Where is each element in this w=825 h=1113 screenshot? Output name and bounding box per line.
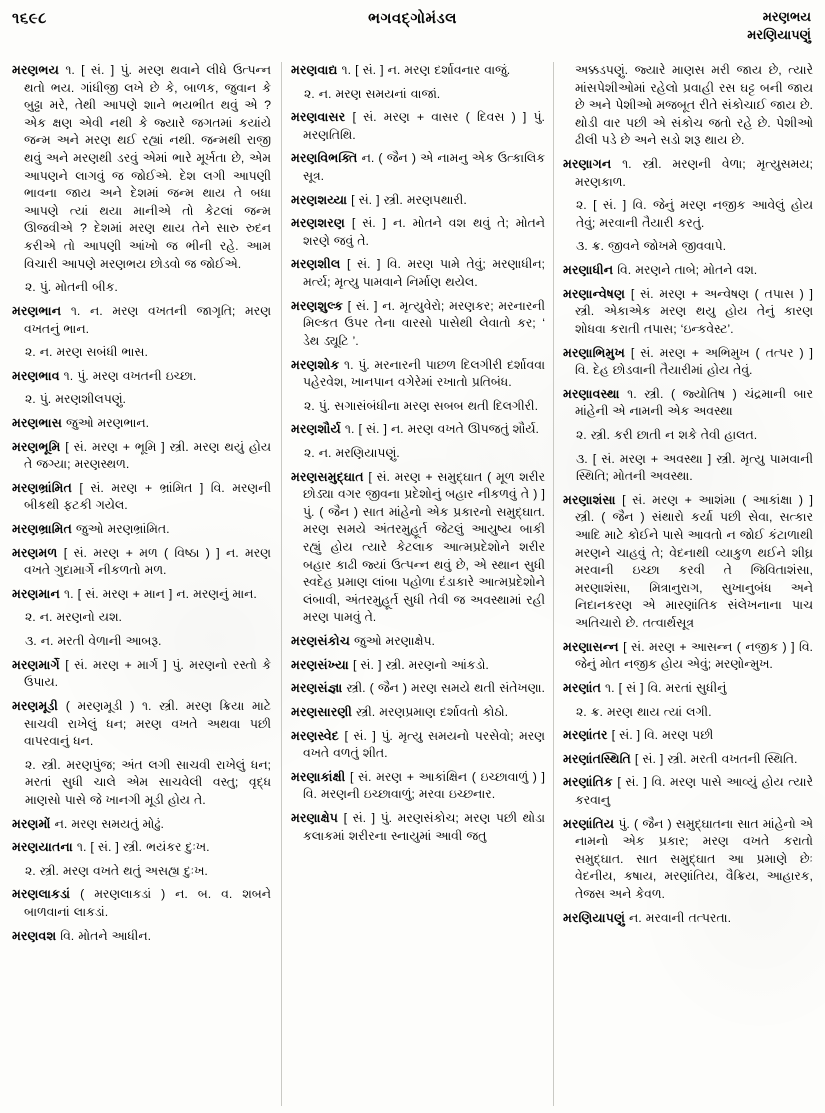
dictionary-entry: [12, 368, 271, 386]
dictionary-entry: [291, 421, 545, 439]
continuation-paragraph: અક્કડપણું. જ્યારે માણસ મરી જાય છે, ત્યારે માંસપેશીઓમાં રહેલો પ્રવાહી રસ ઘટ્ટ બની જાય છે અને પેશીઓ મજબૂત રીતે સંકોચાઈ જાય છે. થોડી વાર પછી એ સંકોચ જતો રહે છે. પેશીઓ ઢીલી પડે છે અને સડો શરૂ થાય છે.: [575, 63, 813, 148]
entry-definition: ૧. [ સં. ] પું. મરણ થવાને લીધે ઉત્પન્ન થતો ભય. ગાંધીજી લખે છે કે, બાળક, જુવાન કે બુઢ્ઢા મરે, તેથી આપણે શાને ભયભીત થવું એ ? એક ક્ષણ એવી નથી કે જ્યારે જગતમાં કયાંયે જન્મ અને મરણ થઈ રહ્યાં નથી. જન્મથી રાજી થવું અને મરણથી ડરવું એમાં ભારે મૂર્ખતા છે, એમ આપણને લાગવું જ જોઈએ. દેશ લગી આપણી ભાવના જાય અને દેશમાં જન્મ થાય તે બધા આપણે ત્યાં થયા માનીએ તો કેટલાં જન્મ ઊજવીએ ? દેશમાં મરણ થાય તેને સારુ રુદન કરીએ તો આપણી આંખો જ ભીની રહે. આમ વિચારી આપણે મરણભય છોડવો જ જોઈએ.: [24, 63, 271, 271]
entry-sense: ૨. ન. મરણિયાપણું.: [304, 445, 400, 460]
entry-sense: ૩. ન. મરતી વેળાની આબરૂ.: [25, 634, 162, 649]
page-header: [0, 0, 825, 58]
dictionary-entry: [291, 150, 545, 185]
page-number: ૧૬૯૮: [12, 10, 47, 27]
dictionary-entry: [563, 262, 813, 280]
entry-definition: [ સં. ] ન. મોતને વશ થવું તે; મોતને શરણે જવું તે.: [303, 216, 545, 248]
dictionary-entry: [563, 286, 813, 339]
entry-definition: ૧. [ સં. મરણ + માન ] ન. મરણનું માન.: [59, 586, 257, 601]
entry-definition: [ સં. મરણ + મળ ( વિષ્ઠા ) ] ન. મરણ વખતે ગુદામાર્ગે નીકળતો મળ.: [24, 545, 271, 578]
entry-headword: મરણમાર્ગે: [12, 657, 60, 672]
entry-definition: [ સં. મરણ + વાસર ( દિવસ ) ] પું. મરણતિથિ.: [303, 110, 545, 142]
dictionary-entry: [12, 415, 271, 433]
entry-headword: મરણસંકોચ: [291, 634, 350, 649]
dictionary-entry: [12, 816, 271, 834]
dictionary-entry: [291, 109, 545, 144]
dictionary-entry: [12, 439, 271, 474]
entry-definition: ૧. [ સં ] વિ. મરતાં સુધીનું: [601, 680, 727, 695]
running-head-first-entry: મરણભય: [762, 9, 811, 24]
entry-definition: [ સં. મરણ + આકાંક્ષિન ( ઇચ્છાવાળું ) ] વિ. મરણની ઇચ્છાવાળું; મરવા ઇચ્છનાર.: [303, 769, 545, 802]
dictionary-entry: [563, 680, 813, 698]
dictionary-entry: [291, 215, 545, 250]
column-middle: [281, 62, 553, 1110]
entry-headword: મરણાભિમુખ: [563, 345, 625, 360]
entry-definition: જુઓ મરણભ્રાંમિત.: [71, 522, 170, 537]
entry-headword: મરણવિભક્તિ: [291, 151, 358, 166]
entry-headword: મરણાંતસ્થિતિ: [563, 751, 631, 766]
entry-definition: ૧. સ્ત્રી. મરણની વેળા; મૃત્યુસમય; મરણકાળ.: [575, 157, 813, 189]
entry-headword: મરણવશ: [12, 928, 57, 943]
entry-headword: મરણમાન: [12, 586, 60, 601]
dictionary-entry: [12, 886, 271, 921]
entry-headword: મરણસંખ્યા: [291, 657, 349, 672]
entry-headword: મરણશુલ્ક: [291, 298, 343, 313]
entry-definition: સ્ત્રી. ( જૈન ) મરણ સમયે થતી સંતેખણા.: [342, 681, 545, 696]
entry-headword: મરણશરણ: [291, 216, 345, 231]
dictionary-entry: [563, 751, 813, 769]
entry-sense: ૨. પું. સગાસંબંધીના મરણ સબબ થતી દિલગીરી.: [304, 398, 539, 413]
dictionary-entry: [12, 303, 271, 338]
entry-headword: મરણિયાપણું: [563, 910, 625, 925]
entry-headword: મરણસારણી: [291, 704, 352, 719]
entry-definition: ન. મરણ સમયતું મોઢું.: [50, 816, 165, 831]
entry-definition: [ સં. ] પું. મૃત્યુ સમયનો પરસેવો; મરણ વખતે વળતું શીત.: [303, 728, 545, 761]
dictionary-entry: [291, 704, 545, 722]
entry-definition: [ સં. ] સ્ત્રી. મરણપથારી.: [347, 192, 467, 207]
entry-headword: મરણાશંસા: [563, 492, 616, 507]
entry-definition: [ સં. મરણ + ભ્રાંમિત ] વિ. મરણની બીકથી ફટકી ગયેલ.: [24, 480, 271, 513]
entry-sense: ૩. [ સં. મરણ + અવસ્થા ] સ્ત્રી. મૃત્યુ પામવાની સ્થિતિ; મોતની અવસ્થા.: [576, 451, 813, 484]
dictionary-entry: [563, 345, 813, 380]
entry-definition: ન. ( જૈન ) એ નામનુ એક ઉત્કાલિક સૂત્ર.: [303, 151, 545, 184]
dictionary-entry: [291, 357, 545, 392]
dictionary-entry: [291, 769, 545, 804]
entry-headword: મરણસ્વેદ: [291, 728, 339, 743]
dictionary-entry: [12, 928, 271, 946]
book-title: ભગવદ્ગોમંડલ: [368, 10, 457, 27]
entry-headword: મરણશૌર્ય: [291, 422, 341, 437]
entry-headword: મરણભૂમિ: [12, 439, 61, 454]
dictionary-entry: [12, 521, 271, 539]
entry-definition: ૧. [ સં. ] ન. મરણ દર્શાવનાર વાજું.: [337, 63, 511, 77]
entry-headword: મરણશય્યા: [291, 192, 348, 207]
dictionary-entry: [563, 386, 813, 421]
entry-headword: મરણાંતિય: [563, 816, 615, 831]
entry-headword: મરણભાવ: [12, 368, 60, 383]
dictionary-entry: [291, 469, 545, 627]
entry-sense: ૨. ન. મરણ સબંધી ભાસ.: [25, 345, 148, 360]
entry-definition: [ સં. મરણ + અન્વેષણ ( તપાસ ) ] સ્ત્રી. એકાએક મરણ થયુ હોય તેનું કારણ શોધવા કરાતી તપાસ; ‘ઇન્કવેસ્ટ’.: [575, 286, 813, 336]
running-head-last-entry: મરણિયાપણું: [747, 26, 811, 42]
entry-definition: વિ. મોતને આધીન.: [56, 928, 152, 943]
entry-definition: [ સં. ] વિ. મરણ પામે તેવું; મરણાધીન; મર્ત્ય; મૃત્યુ પામવાને નિર્માણ થયેલ.: [303, 257, 545, 290]
entry-definition: વિ. મરણને તાબે; મોતને વશ.: [613, 263, 758, 278]
entry-definition: [ સં. ] પું. મરણસંકોચ; મરણ પછી થોડા કલાકમાં શરીરના સ્નાયુમાં આવી જતુ: [303, 810, 545, 843]
entry-headword: મરણયાતના: [12, 840, 73, 855]
entry-definition: ૧. [ સં. ] ન. મરણ વખતે ઊપજતું શૌર્ય.: [340, 422, 539, 437]
entry-headword: મરણવાસર: [291, 110, 346, 125]
dictionary-entry: [291, 298, 545, 351]
entry-sense: ૨. સ્ત્રી. મરણ વખતે થતું અસહ્ય દુઃખ.: [25, 863, 208, 878]
entry-sense: ૨. [ સં. ] વિ. જેનું મરણ નજીક આવેલું હોય તેવું; મરવાની તૈયારી કરતું.: [576, 198, 813, 230]
dictionary-entry: [563, 816, 813, 904]
dictionary-entry: [563, 639, 813, 674]
entry-sense: ૨. સ્ત્રી. મરણપુંજ; અંત લગી સાચવી રાખેલું ધન; મરતાં સુધી ચાલે એમ સાચવેલી વસ્તુ; વૃદ્ધ માણસો પાસે જે ખાનગી મૂડી હોય તે.: [25, 757, 271, 807]
entry-definition: [ સં. મરણ + આસન્ન ( નજીક ) ] વિ. જેનું મોત નજીક હોય એવું; મરણોન્મુખ.: [575, 639, 813, 672]
entry-definition: [ સં. ] ન. મૃત્યુવેરો; મરણકર; મરનારની મિલ્કત ઉપર તેના વારસો પાસેથી લેવાતો કર; ‘ ડેથ ડ્યૂટિ ’.: [303, 298, 545, 348]
dictionary-entry: [563, 727, 813, 745]
dictionary-entry: [291, 680, 545, 698]
entry-headword: મરણલાકડાં: [12, 887, 71, 902]
entry-definition: [ સં. ] વિ. મરણ પાસે આવ્યું હોય ત્યારે કરવાનુ: [575, 775, 813, 807]
entry-definition: ૧. ન. મરણ વખતની જાગૃતિ; મરણ વખતનું ભાન.: [24, 303, 271, 336]
dictionary-entry: [291, 657, 545, 675]
entry-definition: પું. ( જૈન ) સમુદ્ઘાતના સાત માંહેનો એ નામનો એક પ્રકાર; મરણ વખતે કરાતો સમુદ્ઘાત. સાત સમુદ્ઘાત આ પ્રમાણે છેઃ વેદનીય, કષાય, મરણાંતિય, વૈક્રિય, આહારક, તેજસ અને કેવળ.: [575, 816, 813, 901]
dictionary-entry: [563, 910, 813, 928]
dictionary-entry: [291, 256, 545, 291]
entry-headword: મરણભ્રામિત: [12, 522, 72, 537]
dictionary-entry: [563, 774, 813, 809]
entry-headword: મરણાંતર: [563, 728, 608, 743]
entry-definition: ૧. પું. મરનારની પાછળ દિલગીરી દર્શાવવા પહેરવેશ, ખાનપાન વગેરેમાં રખાતો પ્રતિબંધ.: [303, 357, 545, 390]
running-heads: [747, 8, 811, 43]
entry-headword: મરણમળ: [12, 545, 58, 560]
text-columns: [0, 62, 825, 1110]
entry-headword: મરણાગન: [563, 157, 612, 172]
entry-sense: ૨. ક્ર. મરણ થાય ત્યાં લગી.: [576, 704, 712, 719]
entry-sense: ૨. પું. મોતની બીક.: [25, 280, 118, 295]
dictionary-entry: [12, 545, 271, 580]
dictionary-entry: [12, 586, 271, 604]
dictionary-entry: [291, 810, 545, 845]
entry-definition: ૧. સ્ત્રી. ( જ્યોતિષ ) ચંદ્રમાની બાર માંહેની એ નામની એક અવસ્થા: [575, 386, 813, 419]
entry-definition: ( મરણમૂડી ) ૧. સ્ત્રી. મરણ ક્રિયા માટે સાચવી રાખેલું ધન; મરણ વખતે અથવા પછી વાપરવાનું ધન.: [24, 698, 271, 749]
entry-definition: ( મરણલાકડાં ) ન. બ. વ. શબને બાળવાનાં લાકડાં.: [24, 887, 271, 919]
entry-sense: ૨. પું. મરણશીલપણું.: [25, 392, 126, 407]
entry-headword: મરણાંત: [563, 680, 602, 695]
entry-headword: મરણાધીન: [563, 263, 614, 278]
entry-headword: મરણશીલ: [291, 257, 341, 272]
entry-definition: [ સં. મરણ + ભૂમિ ] સ્ત્રી. મરણ થયું હોય તે જગ્યા; મરણસ્થળ.: [24, 439, 271, 472]
entry-definition: [ સં. ] સ્ત્રી. મરતી વખતની સ્થિતિ.: [630, 751, 798, 766]
dictionary-entry: [291, 62, 545, 80]
dictionary-entry: [12, 698, 271, 751]
entry-definition: [ સં. મરણ + સમુદ્ઘાત ( મૂળ શરીર છોડ્યા વગર જીવના પ્રદેશોનું બહાર નીકળવું તે ) ] પું. ( જૈન ) સાત માંહેનો એક પ્રકારનો સમુદ્ઘાત. મરણ સમયે અંતરમુહૂર્ત જેટલું આયુષ્ય બાકી રહ્યું હોય ત્યારે કેટલાક આત્મપ્રદેશોને શરીર બહાર કાઢી જ્યાં ઉત્પન્ન થવું છે, એ સ્થાન સુધી સ્વદેહ પ્રમાણ લાંબા પહોળા દંડાકારે આત્મપ્રદેશોને લંબાવી, અંતરમુહૂર્ત સુધી તેવી જ અવસ્થામાં રહી મરણ પામવું તે.: [303, 469, 545, 625]
dictionary-entry: [291, 633, 545, 651]
entry-headword: મરણસંજ્ઞા: [291, 681, 343, 696]
dictionary-entry: [291, 728, 545, 763]
entry-headword: મરણાસન્ન: [563, 639, 619, 654]
entry-headword: મરણભ્રાંમિત: [12, 480, 72, 495]
entry-definition: ન. મરવાની તત્પરતા.: [625, 910, 732, 925]
entry-headword: મરણમોં: [12, 816, 51, 831]
entry-headword: મરણાંતિક: [563, 775, 613, 790]
entry-headword: મરણસમુદ્ઘાત: [291, 469, 364, 484]
entry-sense: ૨. ન. મરણનો યશ.: [25, 610, 122, 625]
entry-definition: [ સં. ] વિ. મરણ પછી: [607, 728, 714, 743]
entry-sense: ૨. ન. મરણ સમયનાં વાજાં.: [304, 86, 441, 101]
column-right: [553, 62, 825, 1110]
entry-definition: ૧. [ સં. ] સ્ત્રી. ભયંકર દુઃખ.: [72, 840, 210, 855]
entry-headword: મરણભય: [12, 63, 60, 77]
dictionary-entry: [291, 192, 545, 210]
entry-definition: [ સં. મરણ + માર્ગ ] પું. મરણનો રસ્તો કે ઉપાય.: [24, 657, 271, 690]
entry-headword: મરણાન્વેષણ: [563, 286, 626, 301]
dictionary-entry: [563, 492, 813, 633]
entry-headword: મરણમૂડી: [12, 698, 59, 713]
entry-definition: [ સં. ] સ્ત્રી. મરણનો આંકડો.: [348, 657, 489, 672]
entry-headword: મરણવાદ્ય: [291, 63, 338, 77]
dictionary-entry: [12, 839, 271, 857]
entry-headword: મરણાકાંક્ષી: [291, 769, 346, 784]
entry-definition: ૧. પું. મરણ વખતની ઇચ્છા.: [59, 368, 197, 383]
entry-headword: મરણભાન: [12, 303, 62, 318]
entry-sense: ૩. ક્ર. જીવને જોખમે જીવવાપે.: [576, 239, 727, 254]
dictionary-entry: [563, 156, 813, 191]
dictionary-entry: [12, 62, 271, 273]
entry-definition: સ્ત્રી. મરણપ્રમાણ દર્શાવતો કોઠો.: [352, 704, 509, 719]
entry-sense: ૨. સ્ત્રી. કરી છાતી ન શકે તેવી હાલત.: [576, 427, 758, 442]
entry-definition: જુઓ મરણભાન.: [61, 415, 150, 430]
entry-headword: મરણભાસ: [12, 415, 62, 430]
entry-definition: જુઓ મરણાક્ષેપ.: [349, 634, 435, 649]
entry-definition: [ સં. મરણ + અભિમુખ ( તત્પર ) ] વિ. દેહ છોડવાની તૈયારીમાં હોય તેવું.: [575, 345, 813, 378]
dictionary-entry: [12, 480, 271, 515]
entry-headword: મરણાક્ષેપ: [291, 810, 339, 825]
entry-definition: [ સં. મરણ + આશંમા ( આકાંક્ષા ) ] સ્ત્રી. ( જૈન ) સંથારો કર્યા પછી સેવા, સત્કાર આદિ માટે કોઈને પાસે આવતો ન જોઈ કંટાળાથી મરણને ચાહવું તે; વેદનાથી વ્યાકુળ થઈને શીઘ્ર મરવાની ઇચ્છા કરવી તે જિવિતાશંસા, મરણાશંસા, મિત્રાનુરાગ, સુખાનુબંધ અને નિદાનકરણ એ મારણાંતિક સંલેખનાના પાચ અતિચારો છે. તત્વાર્થસૂત્ર: [575, 492, 813, 631]
dictionary-entry: [12, 657, 271, 692]
entry-headword: મરણશોક: [291, 357, 340, 372]
entry-headword: મરણાવસ્થા: [563, 386, 620, 401]
column-left: [0, 62, 281, 1110]
